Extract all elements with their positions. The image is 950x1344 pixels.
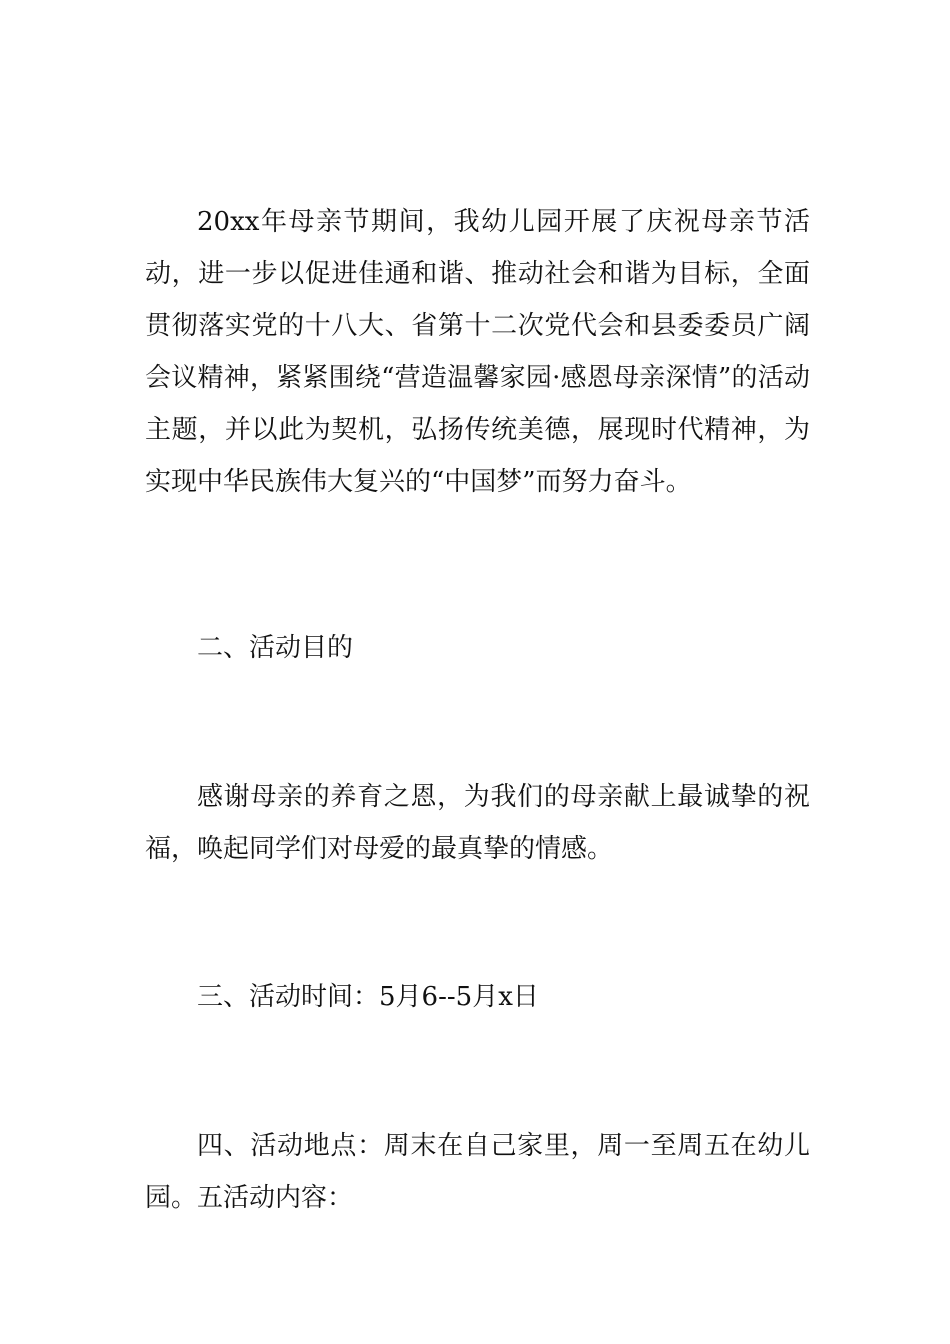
intro-paragraph: 20xx年母亲节期间，我幼儿园开展了庆祝母亲节活动，进一步以促进佳通和谐、推动社会和谐为目标，全面贯彻落实党的十八大、省第十二次党代会和县委委员广阔会议精神，紧紧围绕“营造温馨家园·感恩母亲深情”的活动主题，并以此为契机，弘扬传统美德，展现时代精神，为实现中华民族伟大复兴的“中国梦”而努力奋斗。 <box>145 207 810 497</box>
section-heading-time: 三、活动时间：5月6--5月x日 <box>197 982 539 1012</box>
purpose-paragraph: 感谢母亲的养育之恩，为我们的母亲献上最诚挚的祝福，唤起同学们对母爱的最真挚的情感。 <box>145 782 810 864</box>
section-heading-location: 四、活动地点：周末在自己家里，周一至周五在幼儿园。五活动内容： <box>145 1131 810 1213</box>
section-heading-purpose: 二、活动目的 <box>197 633 354 663</box>
